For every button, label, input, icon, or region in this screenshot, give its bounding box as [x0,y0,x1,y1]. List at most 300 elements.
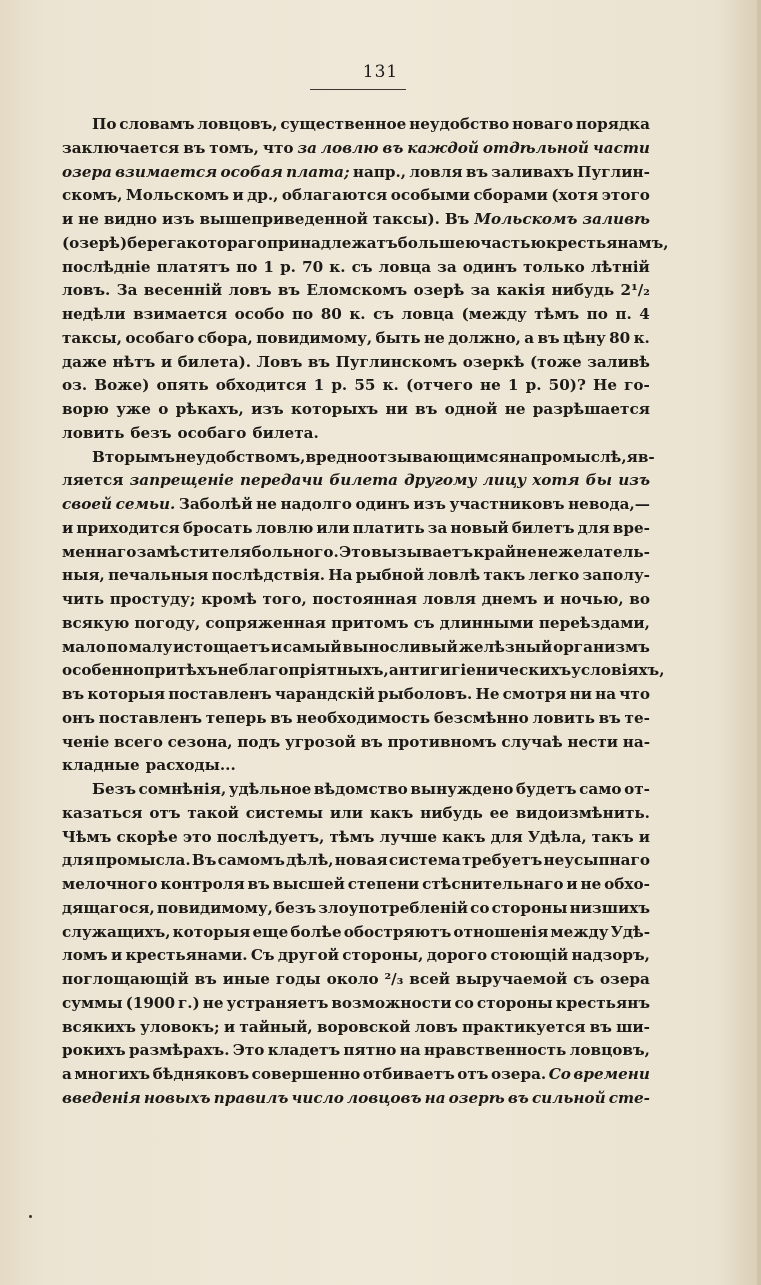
word: что [262,138,294,157]
word: во [629,590,650,608]
word: въ [62,685,85,703]
word: 50)? [548,376,586,395]
word: противномъ [387,732,497,751]
word: въ [537,328,560,347]
word: не [202,993,224,1012]
word: сте- [608,1088,650,1107]
word: вынуждено [410,780,514,798]
word: онъ [62,708,95,727]
word: поставленъ [168,685,272,703]
word: билетъ [511,518,575,537]
word: томъ, [209,138,259,157]
word: послѣдуетъ, [216,827,325,846]
text-line [62,968,650,992]
text-line [62,1039,650,1063]
paragraph [62,778,650,1111]
word: погоду, [134,613,201,632]
word: промыслѣ, [530,447,627,466]
word: (хотя [551,186,599,205]
word: ломъ [62,946,108,965]
word: ни [385,400,408,418]
word: (тоже [529,352,582,371]
word: 80 [320,305,342,323]
word: требуетъ [461,851,543,870]
text-line [62,683,650,707]
word: ловъ. [62,281,111,300]
word: р. [331,376,348,395]
text-line [62,422,650,446]
word: не [504,400,526,418]
word: система [388,851,461,870]
word: ши- [616,1017,650,1036]
word: высшей [272,875,345,893]
word: не [78,210,99,228]
word: или [329,803,364,822]
word: въ [183,138,206,157]
word: плата; [286,162,350,181]
word: днемъ [481,590,538,608]
word: 1 [313,376,325,395]
text-line [62,279,650,303]
word: тѣхъ [176,661,218,680]
word: ловлѣ [427,566,481,585]
word: легко [528,566,580,585]
text-line [62,541,650,565]
word: отбиваетъ [362,1065,455,1083]
word: совершенно [251,1065,361,1083]
word: съ [413,613,435,632]
word: хотя [532,471,580,490]
word: неудобствомъ, [175,447,306,466]
word: (озерѣ) [62,233,128,252]
word: нибудь [551,281,615,300]
word: Воже) [94,376,150,395]
word: 80 [609,328,631,347]
word: этого [601,186,650,205]
text-line [62,588,650,612]
word: крайне [473,542,537,561]
word: притомъ [331,613,409,632]
word: Мольскомъ [125,186,230,205]
word: въ [307,352,331,371]
text-line [62,493,650,517]
word: изъ [618,471,650,490]
word: отъ [457,1065,489,1083]
word: Заболѣй [178,495,253,513]
word: и [543,590,555,608]
word: дѣлѣ, [286,851,334,870]
word: вышеприведенной [199,210,368,228]
word: порядка [575,115,650,133]
word: большею [397,233,481,252]
word: (между [461,305,527,323]
word: постоянная [312,590,417,608]
word: выручаемой [455,970,568,988]
word: 1 [263,257,274,276]
word: лучше [379,827,438,846]
word: нежелатель- [537,542,650,561]
word: для [62,851,95,870]
word: не [480,376,501,395]
word: особо [234,305,285,323]
word: 2¹/₂ [620,281,650,300]
word: заливѣ [587,352,650,371]
word: а [524,328,535,347]
word: того, [262,590,307,608]
word: подъ [237,732,281,751]
word: неудобство [409,115,510,133]
word: въ [415,400,438,418]
word: ныя, [62,566,105,585]
word: сильной [531,1088,606,1107]
word: Со [548,1065,571,1083]
word: облагаются [281,186,388,205]
word: съ [373,305,394,323]
text-line [62,398,650,422]
word: г.) [178,993,200,1012]
word: по [586,305,608,323]
word: Пуглинскомъ [335,352,458,371]
word: и [270,637,283,656]
word: цѣну [563,328,606,347]
word: и [62,210,74,228]
word: всякую [62,613,130,632]
word: бѣдняковъ [152,1065,250,1083]
word: словамъ [119,115,195,133]
word: всего [114,732,163,751]
text-line [62,469,650,493]
word: ловцовъ, [569,1041,650,1060]
word: чарандскій [274,685,375,703]
paragraph [62,446,665,779]
word: какія [496,281,546,300]
word: За [116,281,138,300]
word: оз. [62,376,88,395]
text-line [62,303,650,327]
word: берега [127,233,187,252]
word: обостряютъ [343,922,452,941]
word: которыя [87,685,166,703]
word: озера. [490,1065,547,1083]
word: озеркѣ [462,352,525,371]
word: по [291,305,314,323]
word: не [256,495,277,513]
text-line [62,636,650,660]
word: котораго [186,233,267,252]
word: въ [277,281,301,300]
word: билета [329,471,399,490]
word: одинъ [462,257,518,276]
word: такъ [483,566,526,585]
word: озерѣ [413,281,465,300]
word: Ловъ [256,352,303,371]
word: со [454,993,474,1012]
word: части [592,138,650,157]
word: (1900 [125,993,176,1012]
text-line [62,778,650,802]
word: сборами [473,186,548,205]
word: за [437,257,457,276]
page-edge-shadow [757,0,761,1285]
word: ловить [532,708,595,727]
word: въ [589,1017,612,1036]
word: ловлю [320,138,379,157]
word: недѣли [62,305,126,323]
word: Вторымъ [92,447,176,466]
word: условіяхъ, [571,661,665,680]
text-line [62,232,669,256]
word: промысла. [95,851,191,870]
word: въ [465,162,489,181]
word: за [297,138,317,157]
word: билета. [252,423,319,442]
word: невода,— [568,495,650,513]
word: замѣстителя [136,542,252,561]
word: ворю [62,400,109,418]
word: безъ [274,898,317,917]
word: бросать [182,518,253,537]
word: уловокъ; [140,1017,220,1036]
word: Еломскомъ [306,281,408,300]
word: для [490,827,523,846]
word: р. [280,257,296,276]
word: особаго [125,328,195,347]
word: воровской [316,1017,411,1036]
text-line [62,992,650,1016]
word: рыбной [355,566,425,585]
word: и [62,518,74,537]
word: поглощающій [62,970,189,988]
text-line [62,446,655,470]
word: новаго [512,115,574,133]
word: само [579,780,622,798]
word: частью [480,233,546,252]
text-line [62,517,650,541]
word: безсмѣнно [433,708,529,727]
word: ловца [378,257,432,276]
word: и [232,186,244,205]
word: бы [585,471,613,490]
word: разрѣшается [532,400,650,418]
word: новыхъ [143,1088,211,1107]
word: стѣснительнаго [422,875,564,893]
text-line [62,374,650,398]
word: таксы). [372,210,440,228]
word: такой [187,803,239,822]
word: к. [382,376,399,395]
word: отдѣльной [482,138,589,157]
word: стороны, [342,946,424,965]
word: ни [569,685,593,703]
word: въ [247,875,270,893]
body-text [62,113,669,1111]
word: тѣмъ [329,827,375,846]
word: заключается [62,138,180,157]
word: ченіе [62,732,110,751]
text-line [62,351,650,375]
word: организмъ [553,637,650,656]
word: рѣкахъ, [175,400,244,418]
word: к. [633,328,650,347]
word: истощаетъ [172,637,271,656]
word: ловля [409,162,463,181]
word: на- [622,732,650,751]
word: мало [62,637,106,656]
word: рокихъ [62,1041,126,1060]
word: обходится [215,376,307,395]
word: озера [62,162,112,181]
word: озерѣ [448,1088,505,1107]
word: го- [624,376,650,395]
word: въ [507,1088,529,1107]
word: расходы... [145,756,236,775]
word: въ [360,732,383,751]
word: нѣтъ [112,352,156,371]
word: Въ [444,210,470,228]
text-line [62,327,650,351]
word: въ [270,708,293,727]
word: Съ [250,946,275,965]
word: видно [103,210,158,228]
word: кладные [62,756,140,775]
word: неблагопріятныхъ, [217,661,389,680]
word: повидимому, [156,898,273,917]
word: сопряженная [205,613,326,632]
print-speck [29,1215,32,1218]
word: въ [194,970,217,988]
word: особенно [62,661,144,680]
word: вре- [612,518,650,537]
word: др., [247,186,279,205]
word: видоизмѣнить. [515,803,650,822]
word: изъ [413,495,446,513]
word: и [223,1017,236,1036]
text-line [62,1016,650,1040]
word: таксы, [62,328,122,347]
word: Безъ [92,780,136,798]
word: въ [382,138,404,157]
word: крестьянъ [555,993,650,1012]
word: платить [352,518,425,537]
word: степени [347,875,420,893]
word: другому [404,471,477,490]
word: дящагося, [62,898,155,917]
word: ловъ [228,281,272,300]
word: даже [62,352,107,371]
word: сбора, [197,328,253,347]
word: многихъ [74,1065,151,1083]
text-line [62,184,650,208]
word: казаться [62,803,143,822]
word: отзывающимся [367,447,510,466]
word: нести [567,732,619,751]
word: яв- [626,447,655,466]
word: надзоръ, [571,946,650,965]
word: въ [598,708,621,727]
word: на [595,685,617,703]
word: рыболовъ. [377,685,473,703]
word: для [577,518,610,537]
word: поставленъ [98,708,203,727]
word: взимается [115,162,218,181]
word: 4 [639,305,650,323]
word: послѣдствія. [211,566,326,585]
word: крестьянамъ, [545,233,669,252]
word: переѣздами, [538,613,650,632]
word: отъ [149,803,181,822]
word: самомъ [217,851,285,870]
word: лицу [482,471,527,490]
text-line [62,849,650,873]
word: стороны [491,898,568,917]
text-line [62,731,650,755]
word: о [158,400,169,418]
word: передачи [239,471,324,490]
word: кладетъ [267,1041,341,1060]
word: по [106,637,128,656]
word: низшихъ [569,898,650,917]
word: безъ [130,423,172,442]
word: которыхъ [290,400,379,418]
word: теперь [205,708,267,727]
word: озера [599,970,650,988]
word: р. [525,376,542,395]
text-line [62,754,650,778]
word: запрещеніе [129,471,234,490]
word: введенія [62,1088,141,1107]
word: или [316,518,350,537]
word: к. [349,305,366,323]
word: какъ [369,803,414,822]
word: ловлю [255,518,314,537]
word: билета). [177,352,252,371]
word: только [523,257,585,276]
word: новый [450,518,509,537]
word: съ [351,257,373,276]
word: вредно [305,447,368,466]
word: Удѣла, [527,827,587,846]
word: одной [444,400,498,418]
word: особаго [177,423,247,442]
word: желѣзный [458,637,553,656]
word: крестьянами. [125,946,248,965]
text-line [62,921,650,945]
word: ловля [422,590,476,608]
word: одинъ [355,495,410,513]
word: обхо- [604,875,650,893]
word: от- [624,780,650,798]
text-line [62,659,665,683]
text-line [62,564,650,588]
word: не [423,328,445,347]
text-line [62,137,650,161]
word: стороны [476,993,553,1012]
text-line [62,826,650,850]
word: ночью, [560,590,624,608]
word: ²/₃ [384,970,404,988]
text-line [62,256,650,280]
word: ловъ [414,1017,458,1036]
word: ее [489,803,509,822]
word: дорого [426,946,488,965]
word: мелочного [62,875,158,893]
word: между [550,922,609,941]
word: и [160,352,173,371]
word: скорѣе [116,827,178,846]
word: на [509,447,531,466]
word: Это [339,542,371,561]
word: Мольскомъ [474,210,578,228]
